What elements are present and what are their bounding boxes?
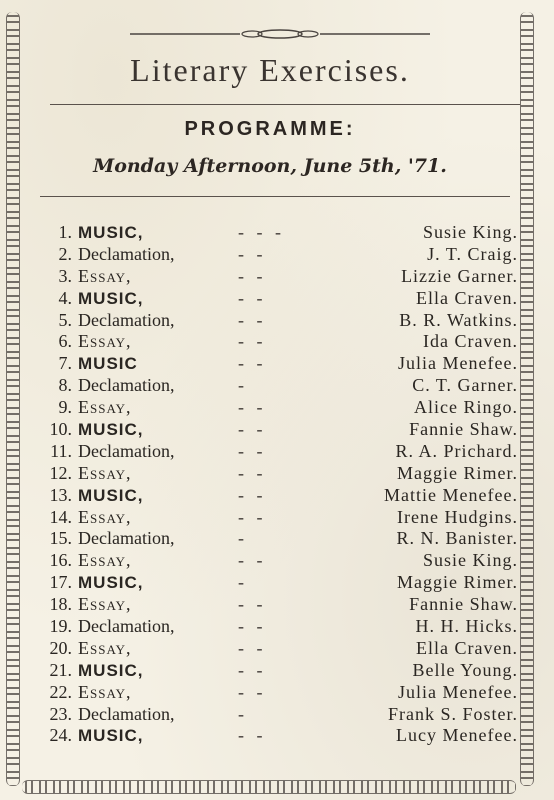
list-item [28,572,518,594]
item-performer: Lucy Menefee. [396,725,518,746]
list-item [28,222,518,244]
item-leader-dashes: - - [238,594,267,615]
list-item [28,704,518,726]
item-number: 19. [49,616,72,637]
item-number: 24. [49,725,72,746]
item-performer: Irene Hudgins. [397,506,518,527]
item-event: Essay, [78,681,132,702]
item-performer: Fannie Shaw. [409,419,518,440]
item-number: 15. [49,528,72,549]
list-item [28,353,518,375]
item-performer: Mattie Menefee. [384,484,518,505]
item-performer: Maggie Rimer. [397,462,518,483]
programme-heading: PROGRAMME: [184,118,356,140]
item-leader-dashes: - [238,703,248,724]
item-leader-dashes: - [238,528,248,549]
item-leader-dashes: - - [238,506,267,527]
item-leader-dashes: - - [238,419,267,440]
item-number: 12. [49,462,72,483]
item-leader-dashes: - - [238,353,267,374]
item-leader-dashes: - - [238,462,267,483]
list-item [28,244,518,266]
item-number: 7. [58,353,72,374]
item-event: Essay, [78,637,132,658]
item-performer: Susie King. [422,222,518,242]
item-leader-dashes: - - [238,725,267,746]
item-number: 16. [49,550,72,571]
item-event: MUSIC, [78,660,144,680]
item-event: Declamation, [78,616,175,637]
item-leader-dashes: - [238,375,248,396]
item-number: 2. [58,243,72,264]
item-event: MUSIC, [78,485,144,505]
item-event: Declamation, [78,375,175,396]
list-item [28,288,518,310]
list-item [28,660,518,682]
item-number: 10. [49,419,72,440]
list-item [28,594,518,616]
list-item [28,419,518,441]
item-leader-dashes: - - - [238,222,285,242]
list-item [28,331,518,353]
date-subtitle: Monday Afternoon, June 5th, '71. [93,155,447,177]
item-event: Declamation, [78,528,175,549]
item-number: 4. [58,287,72,308]
item-number: 5. [58,309,72,330]
item-performer: Julia Menefee. [398,681,518,702]
list-item [28,266,518,288]
item-event: Declamation, [78,309,175,330]
item-event: Essay, [78,331,132,352]
item-event: MUSIC, [78,726,144,746]
list-item [28,310,518,332]
item-leader-dashes: - - [238,550,267,571]
item-number: 6. [58,331,72,352]
item-event: MUSIC, [78,420,144,440]
item-performer: Julia Menefee. [398,353,518,374]
item-leader-dashes: - - [238,331,267,352]
item-number: 17. [49,572,72,593]
item-performer: Belle Young. [412,659,518,680]
item-leader-dashes: - - [238,309,267,330]
item-performer: B. R. Watkins. [399,309,518,330]
item-event: Essay, [78,550,132,571]
list-item [28,507,518,529]
item-leader-dashes: - - [238,265,267,286]
item-leader-dashes: - - [238,440,267,461]
list-item [28,463,518,485]
item-performer: Lizzie Garner. [401,265,518,286]
item-leader-dashes: - - [238,243,267,264]
item-event: Essay, [78,462,132,483]
item-number: 20. [49,637,72,658]
item-number: 9. [58,397,72,418]
item-number: 18. [49,594,72,615]
item-event: MUSIC, [78,288,144,308]
item-event: Declamation, [78,440,175,461]
item-event: MUSIC [78,354,138,374]
item-performer: H. H. Hicks. [415,616,518,637]
item-event: MUSIC, [78,573,144,593]
item-leader-dashes: - - [238,681,267,702]
item-leader-dashes: - - [238,287,267,308]
item-event: Essay, [78,594,132,615]
item-number: 14. [49,506,72,527]
item-number: 3. [58,265,72,286]
item-performer: Alice Ringo. [414,397,518,418]
item-event: Essay, [78,265,132,286]
item-number: 11. [50,440,72,461]
list-item [28,485,518,507]
item-leader-dashes: - [238,572,248,593]
list-item [28,725,518,747]
item-performer: J. T. Craig. [427,243,518,264]
item-event: Declamation, [78,243,175,264]
list-item [28,528,518,550]
item-number: 22. [49,681,72,702]
item-performer: Maggie Rimer. [397,572,518,593]
title-divider [50,104,520,105]
item-performer: C. T. Garner. [412,375,518,396]
item-number: 1. [58,222,72,242]
item-performer: R. A. Prichard. [395,440,518,461]
item-leader-dashes: - - [238,659,267,680]
item-performer: Ella Craven. [416,637,518,658]
item-number: 21. [49,659,72,680]
item-performer: R. N. Banister. [396,528,518,549]
subtitle-divider [40,196,510,197]
item-performer: Ida Craven. [423,331,518,352]
item-number: 23. [49,703,72,724]
list-item [28,375,518,397]
item-leader-dashes: - - [238,616,267,637]
bottom-chain-border [22,780,516,794]
item-number: 8. [58,375,72,396]
item-event: MUSIC, [78,223,144,242]
item-number: 13. [49,484,72,505]
list-item [28,638,518,660]
page-title: Literary Exercises. [130,52,410,88]
item-performer: Frank S. Foster. [387,703,518,724]
item-leader-dashes: - - [238,637,267,658]
item-event: Essay, [78,506,132,527]
programme-list [28,222,518,747]
list-item [28,550,518,572]
item-performer: Fannie Shaw. [409,594,518,615]
item-performer: Ella Craven. [416,287,518,308]
list-item [28,682,518,704]
list-item [28,397,518,419]
top-ornament-icon [130,28,430,40]
item-performer: Susie King. [422,550,518,571]
item-event: Essay, [78,397,132,418]
list-item [28,441,518,463]
item-leader-dashes: - - [238,397,267,418]
item-event: Declamation, [78,703,175,724]
item-leader-dashes: - - [238,484,267,505]
list-item [28,616,518,638]
